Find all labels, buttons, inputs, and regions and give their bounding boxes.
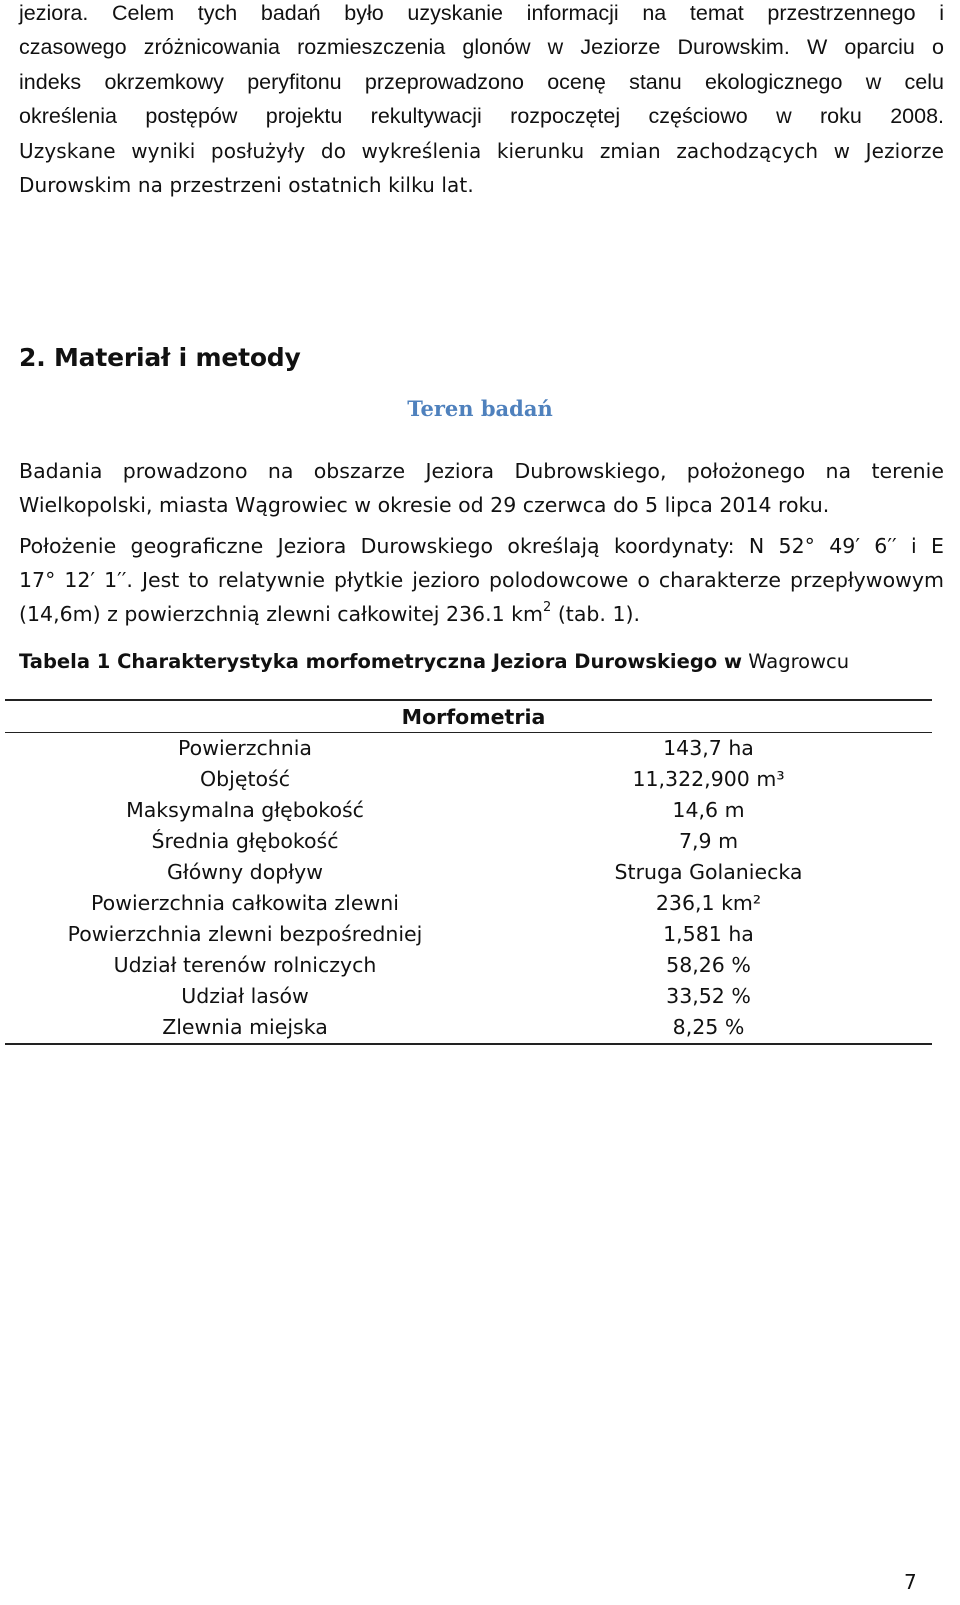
superscript: 2 — [543, 600, 552, 616]
table-row — [5, 857, 932, 888]
page-number: 7 — [904, 1570, 917, 1594]
paragraph-text: (14,6m) z powierzchnią zlewni całkowitej 236.1 km — [19, 602, 544, 626]
row-value: 7,9 m — [678, 829, 739, 853]
table-row — [5, 764, 932, 795]
location-paragraph — [19, 529, 944, 631]
paragraph-line: Badania prowadzono na obszarze Jeziora Dubrowskiego, położonego na terenie — [19, 459, 944, 483]
row-label: Udział lasów — [181, 984, 309, 1008]
row-value: 236,1 km² — [655, 891, 762, 915]
intro-line: indeks okrzemkowy peryfitonu przeprowadzono ocenę stanu ekologicznego w celu — [19, 69, 944, 94]
table-row — [5, 826, 932, 857]
row-value: 33,52 % — [666, 984, 751, 1008]
row-label: Zlewnia miejska — [5, 1012, 485, 1044]
row-value: Struga Golaniecka — [614, 860, 803, 884]
paragraph-line: 17° 12′ 1′′. Jest to relatywnie płytkie jezioro polodowcowe o charakterze przepływowym — [19, 568, 944, 592]
row-value: 11,322,900 m³ — [632, 767, 785, 791]
row-value: 8,25 % — [485, 1012, 932, 1044]
row-label: Udział terenów rolniczych — [113, 953, 377, 977]
table-row — [5, 981, 932, 1012]
section-heading: 2. Materiał i metody — [19, 343, 301, 372]
paragraph-line: Wielkopolski, miasta Wągrowiec w okresie od 29 czerwca do 5 lipca 2014 roku. — [19, 493, 830, 517]
row-label: Główny dopływ — [167, 860, 323, 884]
table-row — [5, 888, 932, 919]
morphometry-table — [5, 699, 932, 1045]
row-value: 14,6 m — [672, 798, 745, 822]
table-caption-bold: Tabela 1 Charakterystyka morfometryczna Jeziora Durowskiego w — [19, 650, 743, 673]
paragraph-text: (tab. 1). — [551, 602, 641, 626]
intro-line: określenia postępów projektu rekultywacji rozpoczętej częściowo w roku 2008. — [19, 104, 944, 129]
table-row — [5, 919, 932, 950]
row-value: 1,581 ha — [663, 922, 754, 946]
table-caption-regular: Wagrowcu — [742, 650, 850, 673]
row-value: 143,7 ha — [663, 736, 754, 760]
row-label: Powierzchnia zlewni bezpośredniej — [67, 922, 423, 946]
row-value: 58,26 % — [666, 953, 751, 977]
row-label: Powierzchnia — [178, 736, 312, 760]
intro-line: Uzyskane wyniki posłużyły do wykreślenia kierunku zmian zachodzących w Jeziorze — [19, 138, 944, 163]
table-row — [5, 795, 932, 826]
intro-line: Durowskim na przestrzeni ostatnich kilku lat. — [19, 173, 474, 198]
row-label: Powierzchnia całkowita zlewni — [91, 891, 399, 915]
table-header-row — [5, 700, 932, 733]
subsection-heading: Teren badań — [407, 396, 553, 421]
intro-line: jeziora. Celem tych badań było uzyskanie informacji na temat przestrzennego i — [19, 1, 944, 25]
paragraph-line — [19, 597, 944, 631]
intro-paragraph — [19, 0, 944, 202]
paragraph-line: Położenie geograficzne Jeziora Durowskiego określają koordynaty: N 52° 49′ 6′′ i E — [19, 534, 944, 558]
table-row — [5, 1012, 932, 1044]
table-row — [5, 733, 932, 765]
table-caption — [19, 650, 849, 673]
row-label: Średnia głębokość — [151, 829, 339, 853]
row-label: Objętość — [200, 767, 290, 791]
table-header-cell — [5, 700, 932, 733]
table-header-label: Morfometria — [401, 704, 546, 729]
table-row — [5, 950, 932, 981]
intro-line: czasowego zróżnicowania rozmieszczenia glonów w Jeziorze Durowskim. W oparciu o — [19, 35, 944, 60]
row-label: Maksymalna głębokość — [126, 798, 364, 822]
study-area-paragraph — [19, 454, 944, 522]
